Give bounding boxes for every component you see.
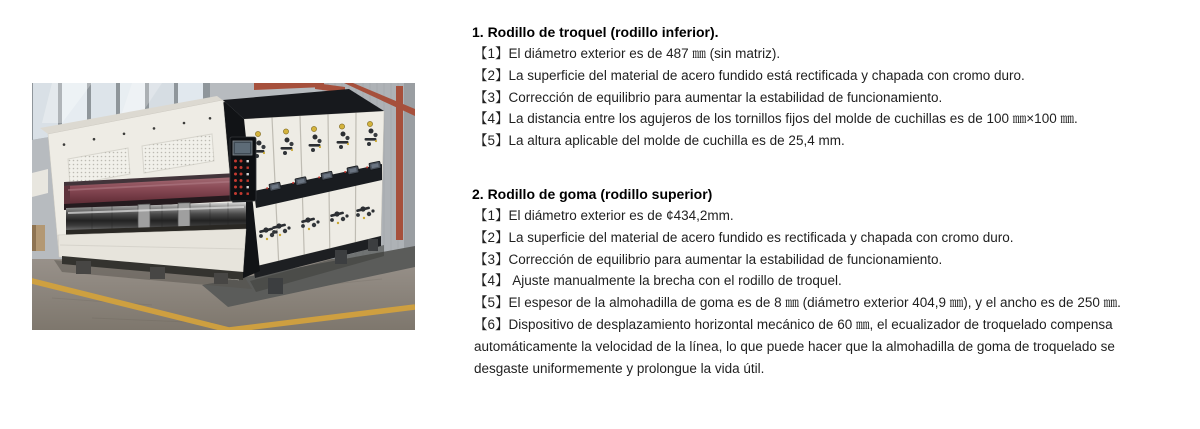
spec-item: 【3】Corrección de equilibrio para aumentar la estabilidad de funcionamiento.: [474, 251, 943, 267]
spec-item: 【2】La superficie del material de acero fundido está rectificada y chapada con cromo duro.: [474, 67, 1025, 83]
spec-section-rubber-roller: [472, 183, 1150, 379]
spec-section-die-roller: [472, 21, 1150, 152]
spec-item: 【4】 Ajuste manualmente la brecha con el rodillo de troquel.: [474, 273, 842, 289]
spec-item: 【1】El diámetro exterior es de ¢434,2mm.: [474, 207, 734, 223]
spec-item: 【5】La altura aplicable del molde de cuchilla es de 25,4 mm.: [474, 133, 845, 149]
cardboard-box: [32, 225, 45, 251]
spec-text: [472, 21, 1150, 379]
spec-item: 【1】El diámetro exterior es de 487 ㎜ (sin matriz).: [474, 46, 781, 61]
left-side-ledge: [32, 169, 48, 197]
section-2-heading: 2. Rodillo de goma (rodillo superior): [472, 185, 713, 202]
spec-item: 【3】Corrección de equilibrio para aumentar la estabilidad de funcionamiento.: [474, 89, 943, 105]
spec-item: 【6】Dispositivo de desplazamiento horizontal mecánico de 60 ㎜, el ecualizador de troquelado compensa automáticamente la velocidad de la línea, lo que puede hacer que la almohadilla de goma de troquelado se desgaste uniformemente y prolongue la vida útil.: [474, 316, 1115, 376]
machine-photo: [32, 83, 415, 330]
control-panel: [230, 137, 256, 201]
section-1-heading: 1. Rodillo de troquel (rodillo inferior).: [472, 24, 719, 40]
spec-item: 【2】La superficie del material de acero fundido es rectificada y chapada con cromo duro.: [474, 229, 1014, 245]
machine-photo-illustration: [32, 83, 415, 330]
spec-item: 【4】La distancia entre los agujeros de los tornillos fijos del molde de cuchillas es de 100 ㎜×100 ㎜.: [474, 111, 1078, 127]
spec-item: 【5】El espesor de la almohadilla de goma es de 8 ㎜ (diámetro exterior 404,9 ㎜), y el ancho es de 250 ㎜.: [474, 295, 1121, 311]
